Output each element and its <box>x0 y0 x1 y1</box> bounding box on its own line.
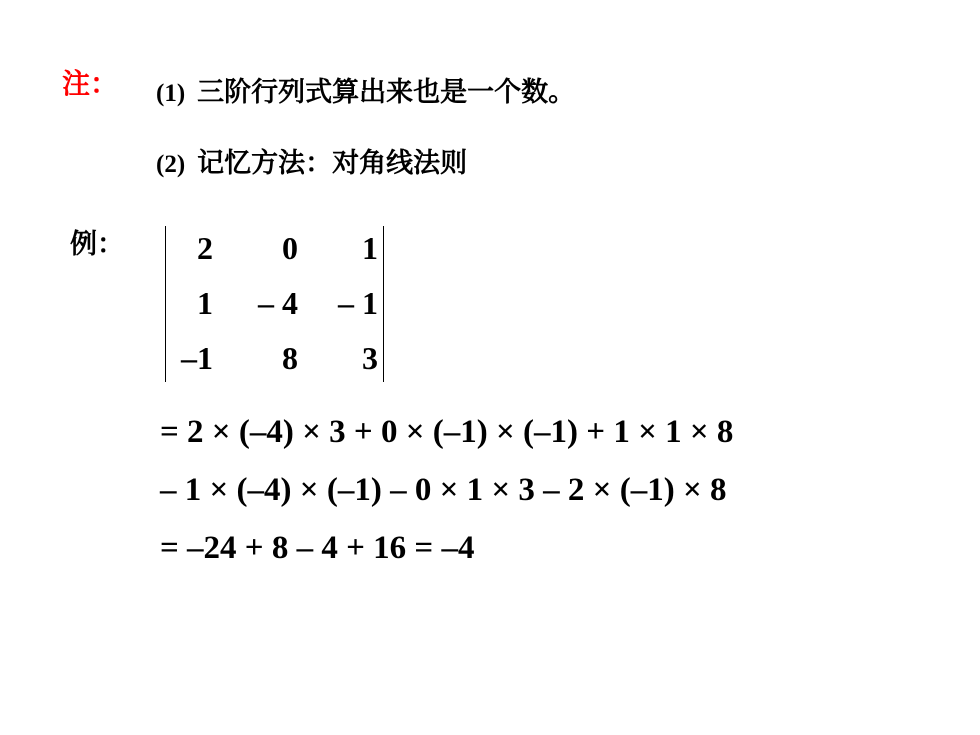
note-item-1 <box>156 70 575 109</box>
determinant-matrix <box>165 226 384 382</box>
matrix-cell-r3c3: 3 <box>362 340 378 376</box>
equation-line-1: = 2 × (–4) × 3 + 0 × (–1) × (–1) + 1 × 1 × 8 <box>160 414 734 450</box>
matrix-cell-r1c3: 1 <box>362 230 378 266</box>
matrix-cell-r2c2: – 4 <box>258 285 298 321</box>
equation-line-3: = –24 + 8 – 4 + 16 = –4 <box>160 530 475 566</box>
example-label: 例： <box>70 229 124 260</box>
note-item-2-number: (2) <box>156 151 186 178</box>
note-item-1-number: (1) <box>156 80 186 107</box>
note-item-2 <box>156 141 467 180</box>
matrix-cell-r1c2: 0 <box>282 230 298 266</box>
matrix-cell-r3c1: –1 <box>181 340 213 376</box>
matrix-cell-r3c2: 8 <box>282 340 298 376</box>
note-label: 注： <box>62 67 119 100</box>
matrix-cell-r1c1: 2 <box>197 230 213 266</box>
matrix-cell-r2c3: – 1 <box>338 285 378 321</box>
matrix-cell-r2c1: 1 <box>197 285 213 321</box>
note-item-2-text: 记忆方法：对角线法则 <box>197 148 468 179</box>
equation-line-2: – 1 × (–4) × (–1) – 0 × 1 × 3 – 2 × (–1) × 8 <box>160 472 727 508</box>
note-item-1-text: 三阶行列式算出来也是一个数。 <box>197 77 576 108</box>
